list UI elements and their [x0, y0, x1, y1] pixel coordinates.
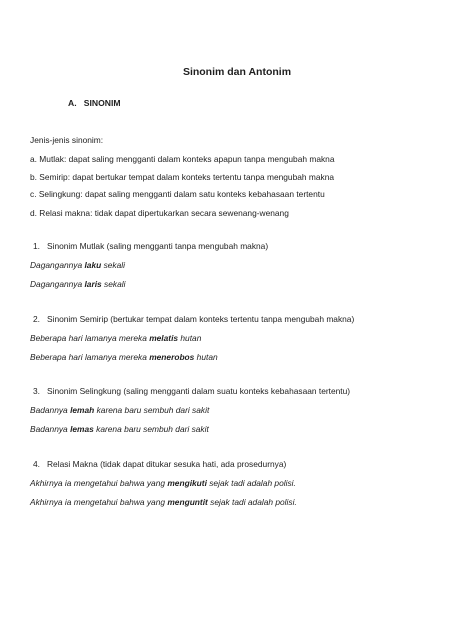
type-item-relasi-makna: [30, 208, 289, 218]
example-keyword: menerobos: [149, 352, 195, 362]
group-number: 4.: [33, 459, 40, 469]
example-line: [30, 497, 297, 507]
type-item-semirip: [30, 172, 334, 182]
example-keyword: laku: [84, 260, 102, 270]
example-line: [30, 352, 218, 362]
type-item-mutlak: [30, 154, 335, 164]
example-post: sejak tadi adalah polisi.: [206, 478, 296, 488]
example-keyword: laris: [84, 279, 102, 289]
section-heading: [68, 98, 121, 108]
example-post: karena baru sembuh dari sakit: [93, 424, 209, 434]
group-heading-2: [33, 314, 354, 324]
example-pre: Beberapa hari lamanya mereka: [30, 333, 150, 343]
type-text: : dapat saling mengganti dalam satu konteks kebahasaan tertentu: [80, 189, 325, 199]
document-title: Sinonim dan Antonim: [182, 66, 292, 78]
example-post: hutan: [178, 333, 202, 343]
example-keyword: mengikuti: [167, 478, 207, 488]
group-heading-1: [33, 241, 268, 251]
example-line: [30, 333, 201, 343]
type-label: d. Relasi makna: [30, 208, 91, 218]
example-pre: Akhirnya ia mengetahui bahwa yang: [30, 497, 168, 507]
example-post: hutan: [194, 352, 218, 362]
group-heading-text: Sinonim Selingkung (saling mengganti dalam suatu konteks kebahasaan tertentu): [47, 386, 351, 396]
example-keyword: lemah: [70, 405, 95, 415]
example-keyword: melatis: [149, 333, 179, 343]
example-post: sekali: [101, 279, 126, 289]
type-text: : dapat bertukar tempat dalam konteks tertentu tanpa mengubah makna: [67, 172, 335, 182]
example-pre: Dagangannya: [30, 260, 85, 270]
example-post: karena baru sembuh dari sakit: [94, 405, 210, 415]
example-line: [30, 478, 296, 488]
section-label: SINONIM: [83, 98, 121, 108]
intro-text: Jenis-jenis sinonim:: [30, 135, 104, 145]
group-heading-4: [33, 459, 286, 469]
example-post: sejak tadi adalah polisi.: [207, 497, 297, 507]
group-heading-text: Sinonim Semirip (bertukar tempat dalam konteks tertentu tanpa mengubah makna): [47, 314, 355, 324]
type-label: a. Mutlak: [30, 154, 64, 164]
group-heading-text: Relasi Makna (tidak dapat ditukar sesuka hati, ada prosedurnya): [47, 459, 287, 469]
example-pre: Akhirnya ia mengetahui bahwa yang: [30, 478, 168, 488]
type-text: : tidak dapat dipertukarkan secara sewenang-wenang: [90, 208, 289, 218]
example-line: [30, 424, 209, 434]
type-text: : dapat saling mengganti dalam konteks apapun tanpa mengubah makna: [63, 154, 335, 164]
example-pre: Dagangannya: [30, 279, 85, 289]
example-post: sekali: [101, 260, 125, 270]
example-line: [30, 279, 125, 289]
type-item-selingkung: [30, 189, 325, 199]
type-label: c. Selingkung: [30, 189, 81, 199]
group-number: 3.: [33, 386, 40, 396]
group-number: 2.: [33, 314, 40, 324]
example-pre: Badannya: [30, 424, 71, 434]
group-heading-text: Sinonim Mutlak (saling mengganti tanpa mengubah makna): [47, 241, 269, 251]
example-keyword: lemas: [70, 424, 94, 434]
example-line: [30, 260, 125, 270]
group-number: 1.: [33, 241, 40, 251]
section-marker: A.: [68, 98, 77, 108]
example-keyword: menguntit: [167, 497, 208, 507]
example-pre: Beberapa hari lamanya mereka: [30, 352, 150, 362]
group-heading-3: [33, 386, 350, 396]
example-pre: Badannya: [30, 405, 71, 415]
type-label: b. Semirip: [30, 172, 68, 182]
example-line: [30, 405, 209, 415]
